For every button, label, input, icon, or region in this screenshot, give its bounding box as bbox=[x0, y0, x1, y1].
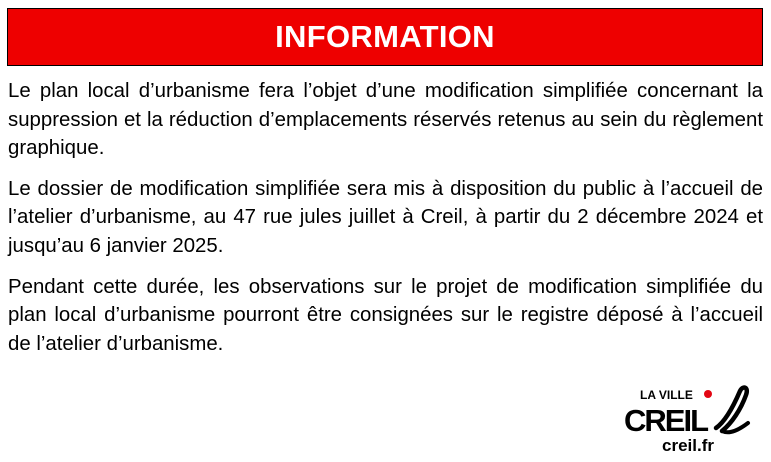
creil-logo bbox=[622, 383, 752, 455]
information-banner bbox=[7, 8, 763, 66]
paragraph-dossier-availability: Le dossier de modification simplifiée sera mis à disposition du public à l’accueil de l’atelier d’urbanisme, au 47 rue jules juillet à Creil, à partir du 2 décembre 2024 et jusqu’au 6 janvier 2025. bbox=[8, 177, 763, 257]
notice-body bbox=[8, 77, 763, 370]
paragraph-observations: Pendant cette durée, les observations sur le projet de modification simplifiée du plan local d’urbanisme pourront être consignées sur le registre déposé à l’accueil de l’atelier d’urbanisme. bbox=[8, 275, 763, 355]
creil-logo-graphic bbox=[622, 383, 752, 455]
logo-swoosh bbox=[716, 388, 747, 431]
logo-url-text: creil.fr bbox=[662, 436, 714, 455]
logo-red-dot bbox=[704, 390, 712, 398]
banner-title: INFORMATION bbox=[275, 19, 495, 54]
logo-main-text: CREIL bbox=[624, 403, 707, 438]
logo-top-text: LA VILLE bbox=[640, 388, 693, 402]
paragraph-plan-modification: Le plan local d’urbanisme fera l’objet d’une modification simplifiée concernant la suppression et la réduction d’emplacements réservés retenus au sein du règlement graphique. bbox=[8, 80, 763, 160]
